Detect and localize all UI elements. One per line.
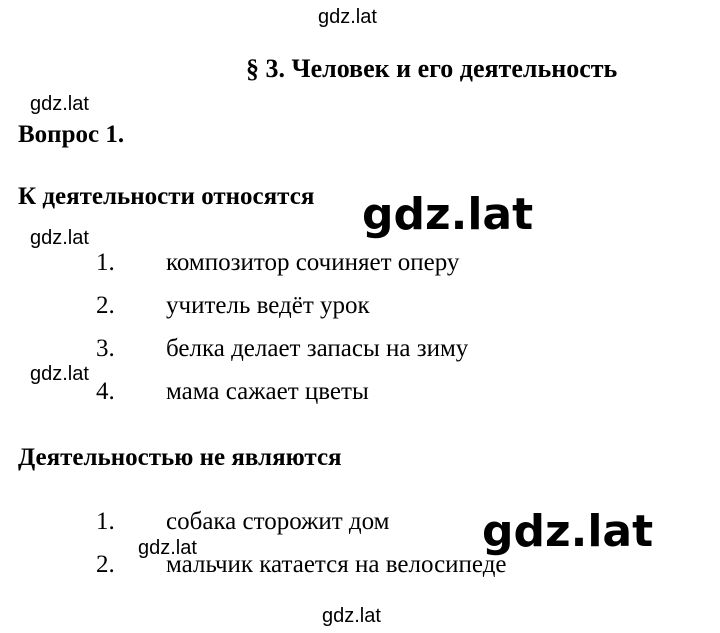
- watermark-left-3: gdz.lat: [30, 363, 89, 385]
- group1-item-3-number: 3.: [96, 335, 115, 362]
- group1-item-2-text: учитель ведёт урок: [166, 292, 370, 319]
- group1-item-2-number: 2.: [96, 292, 115, 319]
- section-title: § 3. Человек и его деятельность: [246, 54, 618, 83]
- watermark-left-2: gdz.lat: [30, 227, 89, 249]
- watermark-top: gdz.lat: [318, 6, 377, 28]
- group1-item-1-text: композитор сочиняет оперу: [166, 249, 460, 276]
- group1-heading: К деятельности относятся: [18, 183, 315, 210]
- group2-item-2-text: мальчик катается на велосипеде: [166, 551, 507, 578]
- group2-item-1-number: 1.: [96, 508, 115, 535]
- group1-item-4-number: 4.: [96, 378, 115, 405]
- group2-item-1-text: собака сторожит дом: [166, 508, 390, 535]
- group1-item-1-number: 1.: [96, 249, 115, 276]
- group2-item-2-number: 2.: [96, 551, 115, 578]
- group2-heading: Деятельностью не являются: [18, 444, 342, 471]
- watermark-left-1: gdz.lat: [30, 93, 89, 115]
- watermark-bottom: gdz.lat: [322, 605, 381, 627]
- question-label: Вопрос 1.: [18, 121, 125, 148]
- group1-item-4-text: мама сажает цветы: [166, 378, 369, 405]
- watermark-big-2: gdz.lat: [482, 506, 654, 557]
- watermark-big-1: gdz.lat: [362, 189, 534, 240]
- watermark-mid-bottom: gdz.lat: [138, 537, 197, 559]
- group1-item-3-text: белка делает запасы на зиму: [166, 335, 469, 362]
